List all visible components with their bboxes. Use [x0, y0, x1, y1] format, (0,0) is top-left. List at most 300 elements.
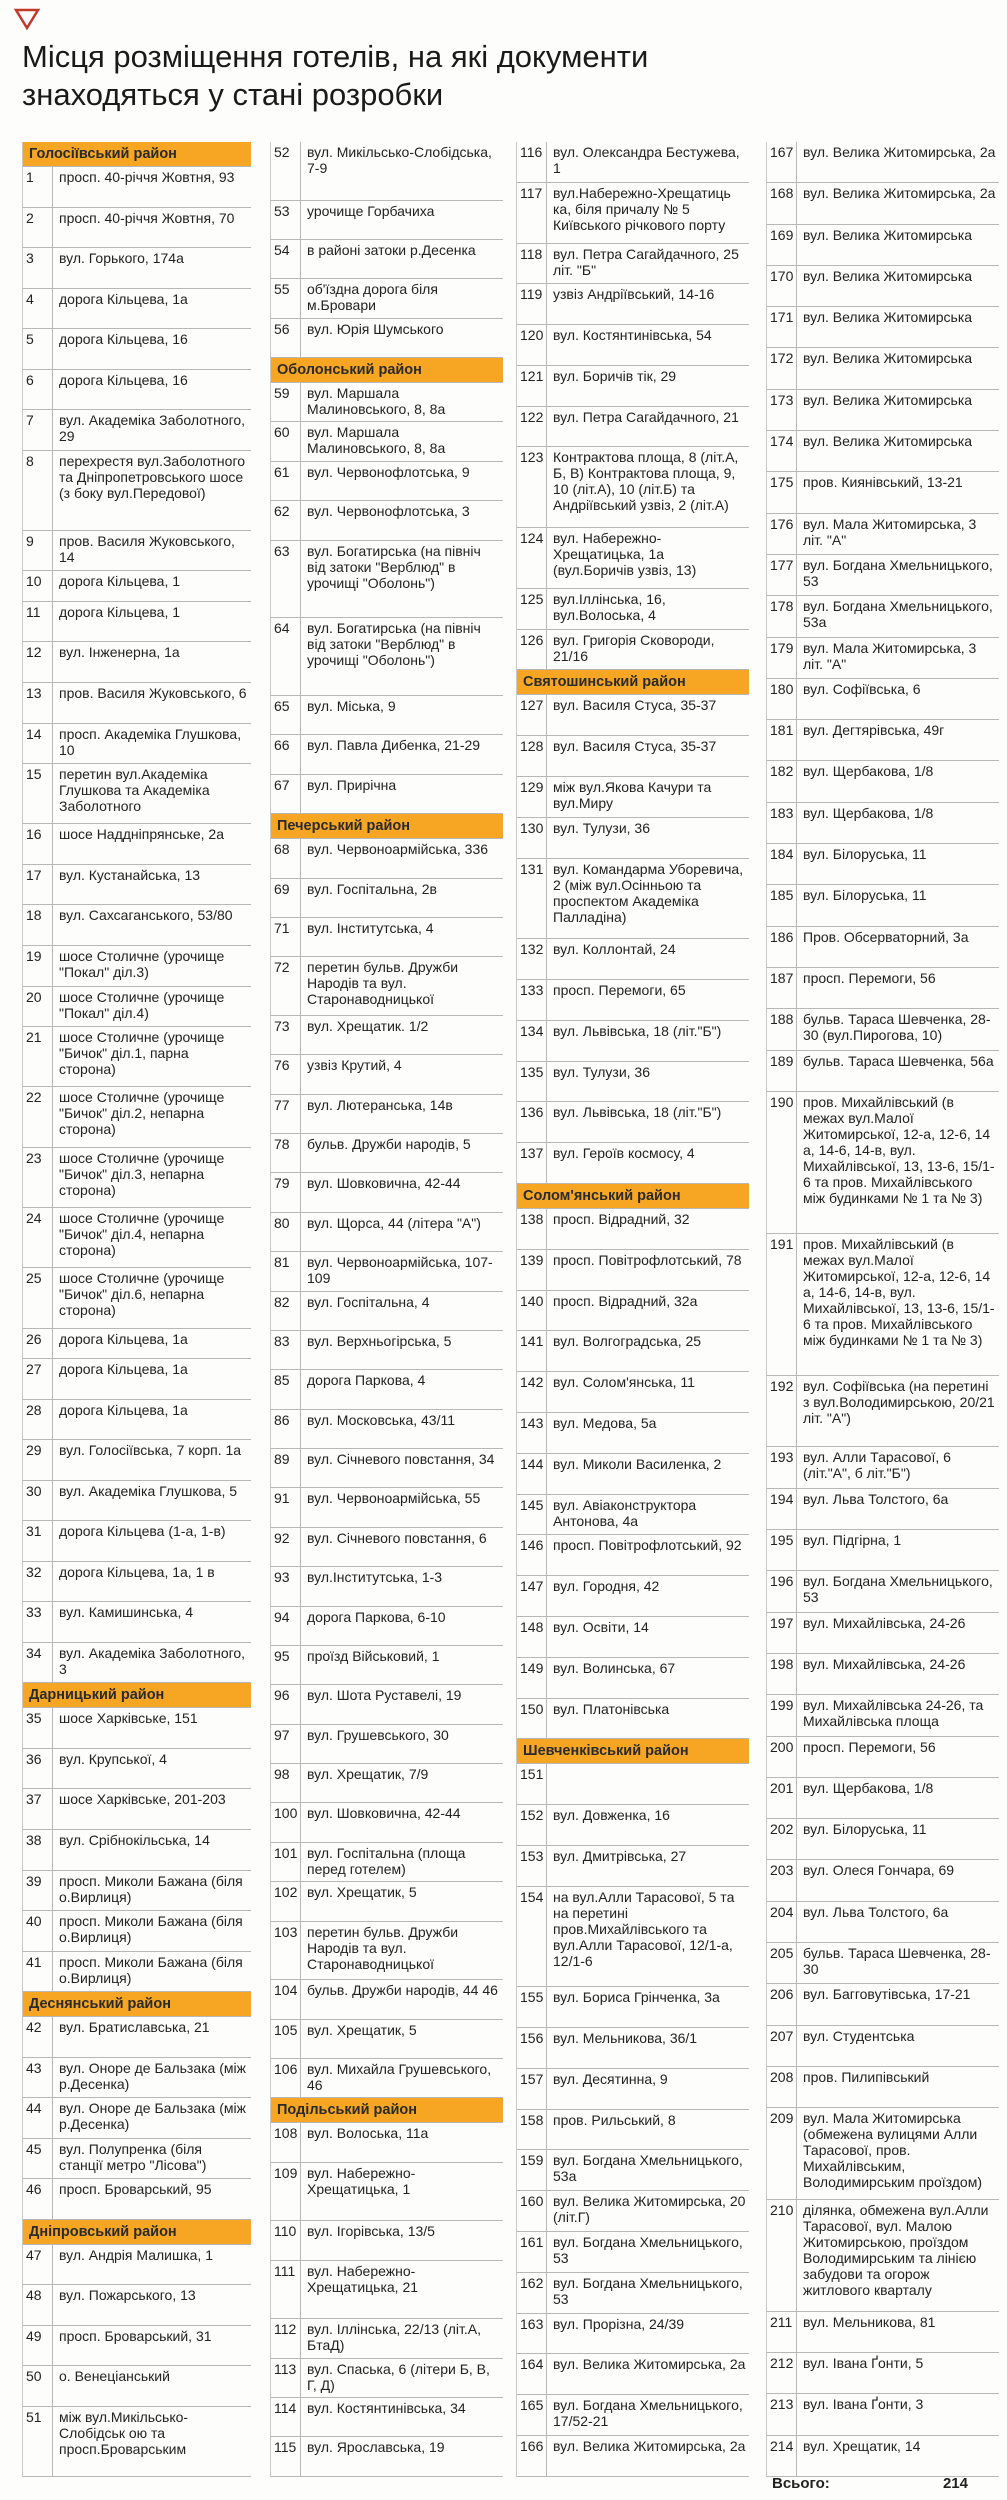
row-address: вул. Тулузи, 36: [553, 819, 650, 836]
table-row: [767, 1051, 999, 1092]
table-row: [271, 201, 503, 240]
row-address: дорога Кільцева, 16: [59, 371, 188, 388]
row-number: 60: [271, 422, 301, 460]
row-number: 181: [767, 720, 797, 760]
row-address: вул. Маршала Малиновського, 8, 8а: [307, 385, 446, 418]
row-address: вул. Дегтярівська, 49г: [803, 722, 945, 739]
row-number: 127: [517, 695, 547, 735]
row-number: 148: [517, 1617, 547, 1657]
table-row: [767, 2026, 999, 2067]
row-number: 71: [271, 918, 301, 956]
table-row: [23, 1521, 251, 1562]
table-row: [23, 410, 251, 451]
table-row: [767, 2200, 999, 2312]
row-number: 117: [517, 183, 547, 243]
table-row: [271, 1725, 503, 1764]
table-row: [271, 2261, 503, 2320]
row-address: дорога Кільцева, 1а: [59, 1361, 188, 1378]
row-number: 126: [517, 630, 547, 670]
row-address: вул. Волинська, 67: [553, 1659, 676, 1676]
row-address: вул. Госпітальна, 2в: [307, 880, 437, 897]
row-address: вул. Інженерна, 1а: [59, 644, 180, 661]
table-row: [767, 2394, 999, 2435]
table-row: [23, 2285, 251, 2326]
table-row: [271, 1055, 503, 1094]
row-number: 44: [23, 2098, 53, 2138]
row-address: вул. Прорізна, 24/39: [553, 2315, 685, 2332]
triangle-icon: [14, 8, 40, 30]
row-number: 102: [271, 1882, 301, 1920]
row-address: вул. Верхньогірська, 5: [307, 1332, 452, 1349]
row-address: вул. Богдана Хмельницького, 53: [553, 2274, 743, 2307]
row-address: просп. 40-річчя Жовтня, 70: [59, 209, 235, 226]
table-row: [517, 1454, 749, 1495]
row-number: 3: [23, 248, 53, 288]
row-address: Пров. Обсерваторний, 3а: [803, 928, 969, 945]
row-address: просп. Академіка Глушкова, 10: [59, 725, 242, 758]
table-row: [23, 1562, 251, 1603]
row-address: вул. Набережно-Хрещатицька, 21: [307, 2262, 419, 2295]
row-number: 78: [271, 1134, 301, 1172]
table-row: [517, 183, 749, 244]
row-address: вул. Оноре де Бальзака (між р.Десенка): [59, 2059, 246, 2092]
row-address: вул. Волгоградська, 25: [553, 1333, 702, 1350]
row-address: просп. Перемоги, 56: [803, 1738, 936, 1755]
table-row: [767, 1902, 999, 1943]
row-address: вул. Юрія Шумського: [307, 320, 444, 337]
table-row: [517, 447, 749, 528]
district-header: Деснянський район: [23, 1992, 251, 2017]
row-address: вул. Олександра Бестужева, 1: [553, 144, 740, 176]
table-row: [517, 2191, 749, 2232]
district-header: Дніпровський район: [23, 2220, 251, 2245]
row-address: проїзд Військовий, 1: [307, 1647, 440, 1664]
row-number: 192: [767, 1376, 797, 1447]
table-row: [23, 1481, 251, 1522]
table-row: [767, 431, 999, 472]
table-row: [271, 383, 503, 422]
row-number: 80: [271, 1213, 301, 1251]
table-row: [23, 602, 251, 643]
row-number: 15: [23, 764, 53, 823]
table-row: [23, 1789, 251, 1830]
row-number: 47: [23, 2245, 53, 2285]
table-row: [23, 2098, 251, 2139]
table-row: [767, 1778, 999, 1819]
row-address: вул. Інститутська, 4: [307, 919, 434, 936]
row-address: вул. Січневого повстання, 34: [307, 1451, 495, 1468]
row-number: 188: [767, 1009, 797, 1049]
table-row: [767, 1943, 999, 1984]
row-number: 97: [271, 1725, 301, 1763]
row-address: вул. Щербакова, 1/8: [803, 763, 934, 780]
table-row: [271, 957, 503, 1016]
row-address: вул. Алли Тарасової, 6 (літ."А", б літ."Б"): [803, 1449, 951, 1482]
row-number: 116: [517, 142, 547, 182]
table-row: [767, 1447, 999, 1488]
table-row: [271, 2221, 503, 2260]
table-row: [23, 167, 251, 208]
row-number: 168: [767, 183, 797, 223]
table-row: [271, 775, 503, 814]
table-row: [517, 859, 749, 940]
row-address: вул. Михайла Грушевського, 46: [307, 2060, 492, 2093]
table-row: [23, 531, 251, 572]
table-row: [271, 1331, 503, 1370]
row-number: 93: [271, 1567, 301, 1605]
row-address: просп. Перемоги, 56: [803, 969, 936, 986]
row-address: вул.Інститутська, 1-3: [307, 1569, 443, 1586]
row-number: 125: [517, 589, 547, 629]
page-title: [22, 38, 922, 114]
table-column-4: [766, 142, 999, 2477]
row-address: просп. Відрадний, 32: [553, 1210, 690, 1227]
table-row: [271, 1646, 503, 1685]
table-row: [517, 407, 749, 448]
row-number: 64: [271, 618, 301, 695]
row-address: об'їздна дорога біля м.Бровари: [307, 281, 438, 314]
row-number: 66: [271, 735, 301, 773]
row-address: вул. Білоруська, 11: [803, 846, 927, 863]
table-row: [271, 1843, 503, 1882]
row-address: вул. Велика Житомирська: [803, 433, 973, 450]
row-address: вул. Костянтинівська, 34: [307, 2399, 466, 2416]
row-number: 167: [767, 142, 797, 182]
table-row: [23, 824, 251, 865]
row-number: 35: [23, 1708, 53, 1748]
district-header: Дарницький район: [23, 1683, 251, 1708]
title-line-1: Місця розміщення готелів, на які документи: [22, 39, 649, 74]
table-row: [271, 1173, 503, 1212]
row-number: 16: [23, 824, 53, 864]
table-row: [271, 1803, 503, 1842]
table-row: [517, 366, 749, 407]
row-address: вул. Медова, 5а: [553, 1414, 657, 1431]
row-address: дорога Кільцева, 1: [59, 603, 181, 620]
row-number: 140: [517, 1291, 547, 1331]
row-address: вул. Білоруська, 11: [803, 887, 927, 904]
row-number: 81: [271, 1252, 301, 1290]
row-address: вул. Шота Руставелі, 19: [307, 1687, 462, 1704]
row-number: 155: [517, 1987, 547, 2027]
row-number: 106: [271, 2059, 301, 2097]
table-row: [23, 571, 251, 602]
table-row: [767, 927, 999, 968]
row-address: вул. Хрещатик, 5: [307, 2021, 417, 2038]
table-row: [517, 1143, 749, 1184]
row-number: 147: [517, 1576, 547, 1616]
row-number: 95: [271, 1646, 301, 1684]
row-address: перетин бульв. Дружби Народів та вул. Старонаводницької: [307, 1923, 459, 1972]
row-address: вул. Шовковична, 42-44: [307, 1805, 461, 1822]
table-row: [23, 2366, 251, 2407]
row-number: 182: [767, 761, 797, 801]
row-number: 7: [23, 410, 53, 450]
row-address: вул. Госпітальна (площа перед готелем): [307, 1844, 466, 1877]
table-row: [517, 818, 749, 859]
table-row: [23, 2407, 251, 2477]
row-number: 68: [271, 839, 301, 877]
row-number: 200: [767, 1737, 797, 1777]
table-row: [517, 284, 749, 325]
row-number: 67: [271, 775, 301, 813]
row-address: вул. Богатирська (на північ від затоки "Верблюд" в урочищі "Оболонь"): [307, 542, 481, 591]
row-number: 24: [23, 1208, 53, 1267]
row-address: на вул.Алли Тарасової, 5 та на перетині пров.Михайлівського та вул.Алли Тарасової, 12/1-а, 12/1-6: [553, 1888, 735, 1969]
table-row: [767, 1376, 999, 1448]
table-row: [517, 1699, 749, 1740]
row-number: 5: [23, 329, 53, 369]
row-address: шосе Харківське, 151: [59, 1710, 198, 1727]
row-number: 124: [517, 528, 547, 588]
row-number: 123: [517, 447, 547, 527]
table-row: [517, 1331, 749, 1372]
row-address: бульв. Дружби народів, 5: [307, 1136, 471, 1153]
row-address: вул. Софіївська (на перетині з вул.Володимирською, 20/21 літ. "А"): [803, 1377, 995, 1426]
row-number: 162: [517, 2273, 547, 2313]
table-row: [23, 2058, 251, 2099]
row-number: 104: [271, 1980, 301, 2018]
row-address: дорога Кільцева, 1а: [59, 290, 188, 307]
table-row: [271, 240, 503, 279]
row-address: вул. Велика Житомирська: [803, 309, 973, 326]
row-address: вул. Богдана Хмельницького, 53: [803, 1573, 993, 1606]
table-row: [517, 695, 749, 736]
table-row: [517, 980, 749, 1021]
row-address: вул. Набережно-Хрещатицька, 1: [307, 2164, 416, 2197]
row-address: вул. Хрещатик, 7/9: [307, 1766, 429, 1783]
table-row: [271, 1410, 503, 1449]
table-row: [23, 2139, 251, 2180]
table-row: [517, 1805, 749, 1846]
row-number: 143: [517, 1413, 547, 1453]
table-row: [767, 638, 999, 679]
table-row: [517, 244, 749, 285]
row-number: 46: [23, 2179, 53, 2219]
table-row: [23, 2326, 251, 2367]
table-row: [767, 1234, 999, 1376]
row-number: 112: [271, 2319, 301, 2357]
row-number: 62: [271, 501, 301, 539]
row-address: вул. Василя Стуса, 35-37: [553, 738, 717, 755]
row-number: 169: [767, 225, 797, 265]
row-address: вул. Богдана Хмельницького, 53а: [803, 598, 993, 631]
table-row: [271, 1882, 503, 1921]
row-number: 51: [23, 2407, 53, 2476]
row-number: 92: [271, 1528, 301, 1566]
table-row: [767, 2436, 999, 2477]
row-address: вул. Богдана Хмельницького, 53: [803, 556, 993, 589]
row-number: 100: [271, 1803, 301, 1841]
row-address: шосе Столичне (урочище "Бичок" діл.1, парна сторона): [59, 1029, 225, 1078]
row-number: 65: [271, 696, 301, 734]
row-address: дорога Паркова, 4: [307, 1372, 426, 1389]
row-number: 198: [767, 1654, 797, 1694]
table-row: [23, 642, 251, 683]
district-header: Печерський район: [271, 814, 503, 839]
row-address: вул. Мельникова, 36/1: [553, 2030, 698, 2047]
table-row: [271, 2398, 503, 2437]
table-row: [271, 735, 503, 774]
row-address: вул. Прирічна: [307, 776, 397, 793]
row-address: вул. Грушевського, 30: [307, 1726, 449, 1743]
row-number: 183: [767, 803, 797, 843]
row-address: шосе Столичне (урочище "Покал" діл.3): [59, 947, 225, 980]
row-address: шосе Харківське, 201-203: [59, 1791, 226, 1808]
row-address: дорога Кільцева, 1а, 1 в: [59, 1563, 215, 1580]
row-number: 108: [271, 2123, 301, 2161]
table-row: [517, 589, 749, 630]
table-row: [767, 1092, 999, 1234]
total-value: 214: [942, 2475, 968, 2492]
row-number: 207: [767, 2026, 797, 2066]
row-number: 184: [767, 844, 797, 884]
row-number: 50: [23, 2366, 53, 2406]
table-row: [271, 319, 503, 358]
row-address: вул. Велика Житомирська: [803, 391, 973, 408]
row-number: 48: [23, 2285, 53, 2325]
table-row: [271, 2437, 503, 2476]
district-header: Шевченківський район: [517, 1739, 749, 1764]
table-row: [517, 777, 749, 818]
row-address: вул. Богатирська (на північ від затоки "Верблюд" в урочищі "Оболонь"): [307, 620, 481, 669]
row-number: 202: [767, 1819, 797, 1859]
row-address: вул. Михайлівська, 24-26: [803, 1614, 966, 1631]
row-number: 201: [767, 1778, 797, 1818]
row-address: вул. Олеся Гончара, 69: [803, 1862, 955, 1879]
row-number: 165: [517, 2395, 547, 2435]
table-row: [23, 1359, 251, 1400]
table-row: [767, 885, 999, 926]
row-address: вул. Львівська, 18 (літ."Б"): [553, 1022, 722, 1039]
row-address: вул. Велика Житомирська, 2а: [803, 185, 996, 202]
table-row: [271, 1252, 503, 1291]
row-number: 152: [517, 1805, 547, 1845]
row-number: 1: [23, 167, 53, 207]
table-row: [271, 696, 503, 735]
table-row: [517, 2314, 749, 2355]
row-number: 194: [767, 1489, 797, 1529]
row-number: 33: [23, 1602, 53, 1642]
row-address: пров. Рильський, 8: [553, 2111, 676, 2128]
table-row: [767, 1613, 999, 1654]
row-number: 131: [517, 859, 547, 939]
row-address: вул. Велика Житомирська, 2а: [553, 2356, 746, 2373]
table-row: [271, 1213, 503, 1252]
row-number: 101: [271, 1843, 301, 1881]
row-address: вул. Костянтинівська, 54: [553, 327, 712, 344]
row-number: 25: [23, 1268, 53, 1327]
table-row: [517, 2028, 749, 2069]
row-address: просп. Броварський, 31: [59, 2327, 212, 2344]
table-row: [271, 2059, 503, 2098]
row-address: вул. Ярославська, 19: [307, 2439, 445, 2456]
table-row: [517, 2069, 749, 2110]
table-row: [517, 1413, 749, 1454]
row-number: 177: [767, 555, 797, 595]
row-address: вул. Шовковична, 42-44: [307, 1175, 461, 1192]
row-address: вул. Дмитрівська, 27: [553, 1847, 687, 1864]
row-number: 190: [767, 1092, 797, 1233]
table-row: [271, 2319, 503, 2358]
row-address: вул. Петра Сагайдачного, 21: [553, 408, 739, 425]
title-line-2: знаходяться у стані розробки: [22, 77, 444, 112]
table-row: [23, 1087, 251, 1147]
row-number: 59: [271, 383, 301, 421]
table-row: [271, 1980, 503, 2019]
table-row: [271, 1607, 503, 1646]
row-address: вул. Маршала Малиновського, 8, 8а: [307, 424, 446, 457]
table-row: [23, 1400, 251, 1441]
row-address: просп. Повітрофлотський, 78: [553, 1251, 742, 1268]
table-row: [271, 1922, 503, 1981]
table-row: [23, 1643, 251, 1684]
row-address: вул. Хрещатик, 14: [803, 2437, 921, 2454]
row-number: 21: [23, 1027, 53, 1086]
table-row: [517, 1887, 749, 1988]
row-number: 128: [517, 736, 547, 776]
row-address: вул. Кустанайська, 13: [59, 866, 201, 883]
row-number: 210: [767, 2200, 797, 2311]
table-row: [23, 1329, 251, 1360]
table-row: [767, 1819, 999, 1860]
table-row: [271, 2359, 503, 2398]
row-address: вул. Василя Стуса, 35-37: [553, 697, 717, 714]
row-number: 191: [767, 1234, 797, 1375]
row-address: узвіз Андріївський, 14-16: [553, 286, 715, 303]
row-address: просп. Перемоги, 65: [553, 981, 686, 998]
row-number: 145: [517, 1495, 547, 1535]
row-number: 189: [767, 1051, 797, 1091]
table-row: [271, 422, 503, 461]
table-row: [767, 1984, 999, 2025]
row-address: пров. Михайлівський (в межах вул.Малої Житомирської, 12-а, 12-6, 14 а, 14-6, 14-в, вул. Михайлівської, 13, 13-6, 15/1-6 та пров. Михайлівського між будинками № 1 та № 3): [803, 1235, 995, 1348]
table-row: [767, 266, 999, 307]
row-number: 40: [23, 1911, 53, 1951]
table-row: [767, 142, 999, 183]
row-address: вул. Бориса Грінченка, 3а: [553, 1989, 720, 2006]
total-row: [772, 2475, 998, 2492]
row-number: 151: [517, 1764, 547, 1804]
table-row: [23, 370, 251, 411]
row-address: вул. Солом'янська, 11: [553, 1374, 695, 1391]
row-number: 31: [23, 1521, 53, 1561]
table-row: [23, 2245, 251, 2286]
row-number: 63: [271, 541, 301, 618]
table-row: [271, 2123, 503, 2162]
table-row: [517, 1764, 749, 1805]
row-number: 115: [271, 2437, 301, 2475]
row-number: 150: [517, 1699, 547, 1739]
row-number: 72: [271, 957, 301, 1015]
row-number: 18: [23, 905, 53, 945]
table-row: [271, 1292, 503, 1331]
row-address: вул. Багговутівська, 17-21: [803, 1986, 971, 2003]
row-number: 205: [767, 1943, 797, 1983]
row-number: 173: [767, 390, 797, 430]
row-address: просп. Відрадний, 32а: [553, 1292, 698, 1309]
row-number: 139: [517, 1250, 547, 1290]
table-row: [23, 764, 251, 824]
row-address: вул. Щербакова, 1/8: [803, 804, 934, 821]
row-number: 11: [23, 602, 53, 642]
row-number: 13: [23, 683, 53, 723]
row-number: 132: [517, 939, 547, 979]
row-address: шосе Наддніпрянське, 2а: [59, 826, 225, 843]
row-number: 43: [23, 2058, 53, 2098]
row-number: 209: [767, 2108, 797, 2199]
row-number: 76: [271, 1055, 301, 1093]
